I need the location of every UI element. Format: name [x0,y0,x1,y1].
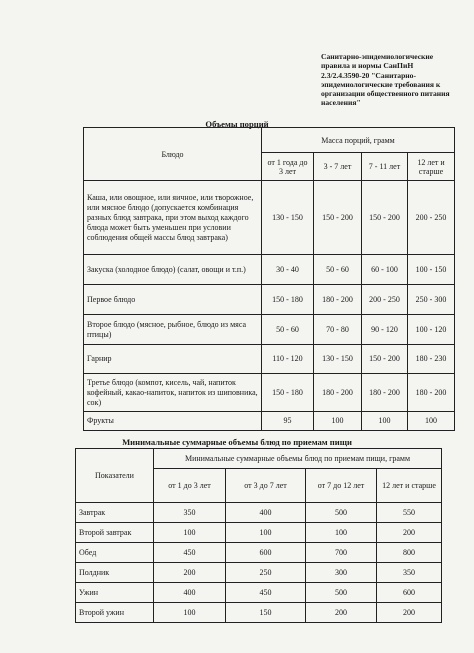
portion-value: 100 - 120 [408,315,455,345]
age-header: 12 лет и старше [377,469,442,503]
portion-value: 180 - 200 [362,374,408,412]
meal-volume-value: 200 [154,563,226,583]
meal-volume-value: 100 [306,523,377,543]
meal-name: Второй завтрак [76,523,154,543]
age-header: от 3 до 7 лет [226,469,306,503]
portion-value: 180 - 200 [408,374,455,412]
portion-value: 180 - 200 [314,374,362,412]
portion-value: 100 [408,412,455,431]
age-header: от 1 до 3 лет [154,469,226,503]
meal-volume-value: 500 [306,583,377,603]
table-row [76,503,442,523]
age-header: 12 лет и старше [408,153,455,181]
meal-volume-value: 550 [377,503,442,523]
portion-value: 180 - 200 [314,285,362,315]
meal-volume-value: 100 [154,603,226,623]
portion-value: 60 - 100 [362,255,408,285]
table-row [76,563,442,583]
meal-volume-value: 700 [306,543,377,563]
meal-volume-value: 400 [226,503,306,523]
reference-line: 2.3/2.4.3590-20 "Санитарно- [321,70,416,80]
meal-volume-value: 400 [154,583,226,603]
reference-line: эпидемиологические требования к [321,79,441,89]
portion-value: 150 - 200 [362,181,408,255]
portion-value: 150 - 180 [262,285,314,315]
document-reference-header [321,52,461,108]
table-row [84,181,455,255]
portion-value: 200 - 250 [362,285,408,315]
portion-value: 90 - 120 [362,315,408,345]
meal-volume-value: 450 [226,583,306,603]
meal-name: Обед [76,543,154,563]
meal-name: Полдник [76,563,154,583]
portion-value: 150 - 200 [314,181,362,255]
meal-volume-value: 300 [306,563,377,583]
portion-value: 250 - 300 [408,285,455,315]
meal-volume-value: 350 [377,563,442,583]
portion-value: 95 [262,412,314,431]
age-header: 3 - 7 лет [314,153,362,181]
portion-value: 200 - 250 [408,181,455,255]
portion-value: 130 - 150 [262,181,314,255]
dish-name: Каша, или овощное, или яичное, или творожное, или мясное блюдо (допускается комбинация разных блюд завтрака, при этом выход каждого блюда может быть уменьшен при условии соблюдения общей массы блюд завтрака) [84,181,262,255]
table-row [76,603,442,623]
dish-name: Закуска (холодное блюдо) (салат, овощи и т.п.) [84,255,262,285]
meal-volume-value: 150 [226,603,306,623]
portion-value: 150 - 200 [362,345,408,374]
dish-column-header: Блюдо [84,128,262,181]
dish-name: Третье блюдо (компот, кисель, чай, напиток кофейный, какао-напиток, напиток из шиповника, сок) [84,374,262,412]
portion-value: 100 - 150 [408,255,455,285]
portion-value: 110 - 120 [262,345,314,374]
meal-volumes-table [75,448,442,623]
table-row [84,255,455,285]
age-header: 7 - 11 лет [362,153,408,181]
meal-volume-value: 200 [377,523,442,543]
table-row [76,543,442,563]
dish-name: Гарнир [84,345,262,374]
age-header: от 7 до 12 лет [306,469,377,503]
meal-volume-value: 200 [377,603,442,623]
meal-volume-header: Минимальные суммарные объемы блюд по приемам пищи, грамм [154,449,442,469]
reference-line: Санитарно-эпидемиологические [321,52,434,61]
table-row [84,412,455,431]
table-row [84,315,455,345]
portion-value: 150 - 180 [262,374,314,412]
table-row [76,523,442,543]
portion-table-title: Объемы порций [205,119,269,129]
dish-name: Первое блюдо [84,285,262,315]
meal-volume-value: 500 [306,503,377,523]
meal-volume-value: 600 [226,543,306,563]
portion-value: 100 [362,412,408,431]
meal-name: Завтрак [76,503,154,523]
dish-name: Фрукты [84,412,262,431]
meal-volume-table-title: Минимальные суммарные объемы блюд по приемам пищи [122,437,352,447]
meal-volume-value: 450 [154,543,226,563]
portion-value: 30 - 40 [262,255,314,285]
meal-volume-value: 250 [226,563,306,583]
meal-volume-value: 350 [154,503,226,523]
reference-line: населения" [321,98,361,108]
portion-sizes-table [83,127,455,431]
reference-line: организации общественного питания [321,89,450,99]
table-row [76,583,442,603]
meal-name: Второй ужин [76,603,154,623]
meal-volume-value: 600 [377,583,442,603]
portion-mass-header: Масса порций, грамм [262,128,455,153]
table-row [84,345,455,374]
age-header: от 1 года до 3 лет [262,153,314,181]
portion-value: 100 [314,412,362,431]
meal-volume-value: 800 [377,543,442,563]
indicator-column-header: Показатели [76,449,154,503]
meal-volume-value: 100 [154,523,226,543]
meal-volume-value: 100 [226,523,306,543]
reference-line: правила и нормы СанПиН [321,61,414,71]
dish-name: Второе блюдо (мясное, рыбное, блюдо из мяса птицы) [84,315,262,345]
portion-value: 130 - 150 [314,345,362,374]
portion-value: 50 - 60 [262,315,314,345]
portion-value: 70 - 80 [314,315,362,345]
meal-volume-value: 200 [306,603,377,623]
table-row [84,285,455,315]
meal-name: Ужин [76,583,154,603]
portion-value: 180 - 230 [408,345,455,374]
table-row [84,374,455,412]
portion-value: 50 - 60 [314,255,362,285]
